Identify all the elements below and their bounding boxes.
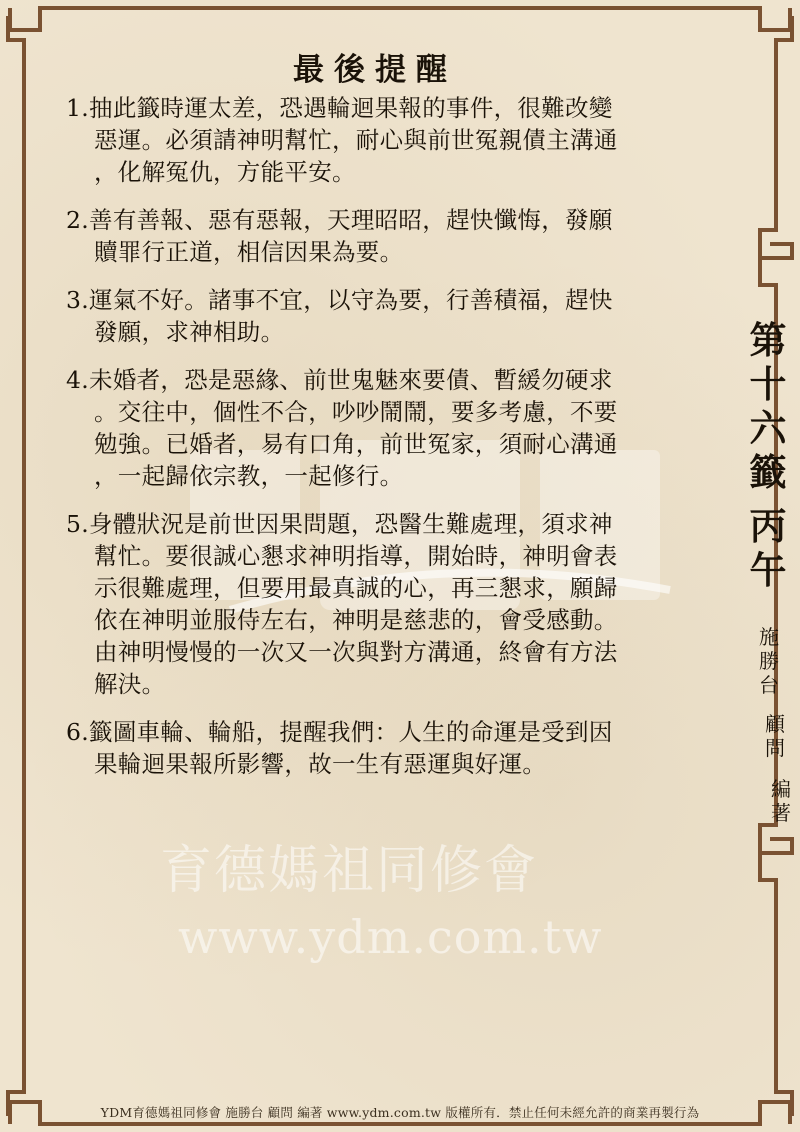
list-item bbox=[66, 92, 696, 188]
list-item bbox=[66, 508, 696, 700]
list-item bbox=[66, 204, 696, 268]
item-text: 6.籤圖車輪、輪船，提醒我們：人生的命運是受到因 bbox=[66, 718, 613, 746]
copyright-footer: YDM育德媽祖同修會 施勝台 顧問 編著 www.ydm.com.tw 版權所有．禁止任何未經允許的商業再製行為 bbox=[100, 1105, 700, 1120]
list-item bbox=[66, 364, 696, 492]
item-text: 。交往中，個性不合，吵吵鬧鬧，要多考慮，不要 bbox=[94, 398, 618, 426]
item-text: 4.未婚者，恐是惡緣、前世鬼魅來要債、暫緩勿硬求 bbox=[66, 366, 613, 394]
item-text: 1.抽此籤時運太差，恐遇輪迴果報的事件，很難改變 bbox=[66, 94, 613, 122]
item-text: 果輪迴果報所影響，故一生有惡運與好運。 bbox=[94, 750, 547, 778]
reminder-list bbox=[66, 92, 696, 796]
watermark-url: www.ydm.com.tw bbox=[178, 910, 603, 964]
list-item bbox=[66, 716, 696, 780]
item-text: 由神明慢慢的一次又一次與對方溝通，終會有方法 bbox=[94, 638, 618, 666]
item-text: 3.運氣不好。諸事不宜，以守為要，行善積福，趕快 bbox=[66, 286, 613, 314]
item-text: ，一起歸依宗教，一起修行。 bbox=[94, 462, 404, 490]
item-text: 贖罪行正道，相信因果為要。 bbox=[94, 238, 404, 266]
author-name: 施 勝 台 bbox=[759, 625, 779, 697]
item-text: 5.身體狀況是前世因果問題，恐醫生難處理，須求神 bbox=[66, 510, 613, 538]
item-text: 依在神明並服侍左右，神明是慈悲的，會受感動。 bbox=[94, 606, 618, 634]
author-action: 編 著 bbox=[771, 777, 791, 825]
item-text: 2.善有善報、惡有惡報，天理昭昭，趕快懺悔，發願 bbox=[66, 206, 613, 234]
item-text: 發願，求神相助。 bbox=[94, 318, 285, 346]
item-text: 示很難處理，但要用最真誠的心，再三懇求，願歸 bbox=[94, 574, 618, 602]
list-item bbox=[66, 284, 696, 348]
item-text: ，化解冤仇，方能平安。 bbox=[94, 158, 356, 186]
item-text: 惡運。必須請神明幫忙，耐心與前世冤親債主溝通 bbox=[94, 126, 618, 154]
item-text: 解決。 bbox=[94, 670, 166, 698]
author-role: 顧 問 bbox=[765, 712, 785, 760]
item-text: 幫忙。要很誠心懇求神明指導，開始時，神明會表 bbox=[94, 542, 618, 570]
page-title: 最後提醒 bbox=[293, 52, 457, 88]
item-text: 勉強。已婚者，易有口角，前世冤家，須耐心溝通 bbox=[94, 430, 618, 458]
watermark-org: 育德媽祖同修會 bbox=[160, 841, 539, 901]
lot-number-title: 第 十 六 籤 丙 午 bbox=[749, 318, 787, 592]
